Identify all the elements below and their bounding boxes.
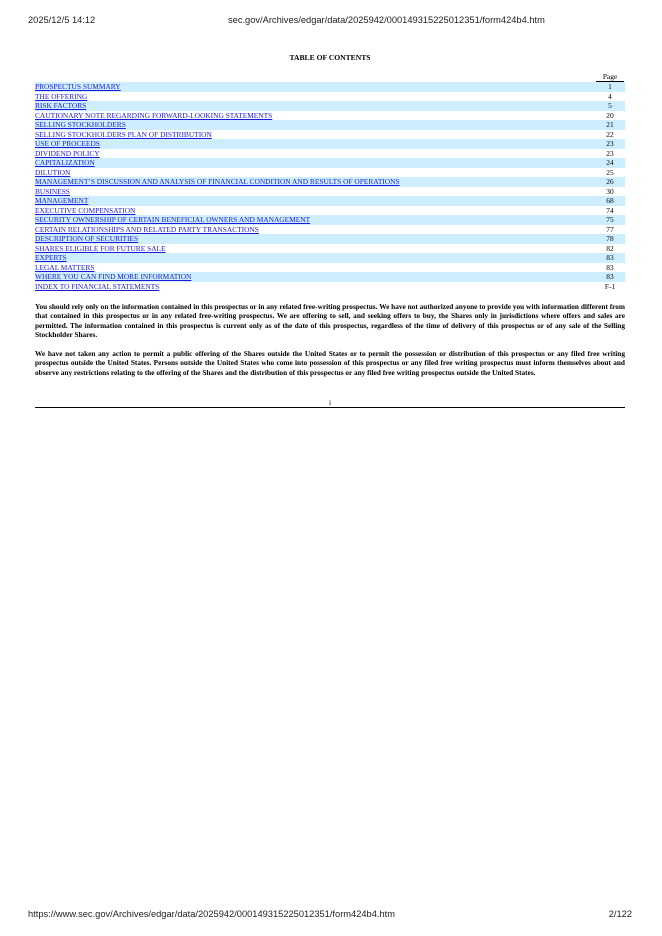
page-column-header: Page <box>596 72 624 82</box>
disclaimer-paragraph-reliance: You should rely only on the information contained in this prospectus or in any related free-writing prospectus. We have not authorized anyone to provide you with information different from that contained in this prospectus or in any related free-writing prospectus. We are offering to sell, and seeking offers to buy, the Shares only in jurisdictions where offers and sales are permitted. The information contained in this prospectus is current only as of the date of this prospectus, regardless of the time of delivery of this prospectus or of any sale of the Selling Stockholder Shares. <box>35 302 625 340</box>
toc-page: 82 <box>606 243 614 253</box>
toc-link-cautionary-note[interactable]: CAUTIONARY NOTE REGARDING FORWARD-LOOKING STATEMENTS <box>35 110 273 120</box>
toc-page: 26 <box>595 177 625 187</box>
toc-page: 75 <box>595 215 625 225</box>
toc-link-business[interactable]: BUSINESS <box>35 186 70 196</box>
toc-page: 20 <box>606 110 614 120</box>
toc-row <box>35 92 625 102</box>
toc-link-description-of-securities[interactable]: DESCRIPTION OF SECURITIES <box>35 234 139 243</box>
toc-page: 21 <box>595 120 625 130</box>
page-divider <box>35 407 625 408</box>
toc-page: 23 <box>595 139 625 149</box>
toc-link-experts[interactable]: EXPERTS <box>35 253 67 262</box>
toc-row <box>35 130 625 140</box>
toc-row <box>35 120 625 130</box>
page-number: i <box>328 398 332 407</box>
toc-row <box>35 196 625 206</box>
toc-link-financial-statements[interactable]: INDEX TO FINANCIAL STATEMENTS <box>35 281 160 291</box>
toc-title: TABLE OF CONTENTS <box>289 53 371 62</box>
toc-link-security-ownership[interactable]: SECURITY OWNERSHIP OF CERTAIN BENEFICIAL OWNERS AND MANAGEMENT <box>35 215 311 224</box>
toc-link-executive-compensation[interactable]: EXECUTIVE COMPENSATION <box>35 205 136 215</box>
print-header-datetime: 2025/12/5 14:12 <box>28 15 96 25</box>
toc-row <box>35 206 625 216</box>
toc-link-legal-matters[interactable]: LEGAL MATTERS <box>35 262 95 272</box>
toc-row <box>35 244 625 254</box>
toc-page: 83 <box>595 253 625 263</box>
print-footer-url: https://www.sec.gov/Archives/edgar/data/2025942/000149315225012351/form424b4.htm <box>28 909 395 919</box>
print-footer-page-count: 2/122 <box>608 909 632 919</box>
toc-link-use-of-proceeds[interactable]: USE OF PROCEEDS <box>35 139 100 148</box>
toc-page: F-1 <box>604 281 616 291</box>
toc-page: 23 <box>606 148 614 158</box>
print-header-title: sec.gov/Archives/edgar/data/2025942/000149315225012351/form424b4.htm <box>228 15 545 25</box>
toc-row <box>35 263 625 273</box>
toc-row <box>35 149 625 159</box>
toc-header-row <box>35 72 625 82</box>
disclaimer-paragraph-offering-restrictions: We have not taken any action to permit a public offering of the Shares outside the United States or to permit the possession or distribution of this prospectus or any filed free writing prospectus outside the United States. Persons outside the United States who come into possession of this prospectus or any filed free writing prospectus must inform themselves about and observe any restrictions relating to the offering of the Shares and the distribution of this prospectus or any filed free writing prospectus outside the United States. <box>35 349 625 377</box>
toc-link-shares-eligible[interactable]: SHARES ELIGIBLE FOR FUTURE SALE <box>35 243 166 253</box>
toc-page: 4 <box>608 91 612 101</box>
toc-row <box>35 234 625 244</box>
toc-link-risk-factors[interactable]: RISK FACTORS <box>35 101 87 110</box>
toc-row <box>35 168 625 178</box>
toc-row <box>35 177 625 187</box>
toc-row <box>35 253 625 263</box>
toc-row <box>35 101 625 111</box>
toc-link-plan-of-distribution[interactable]: SELLING STOCKHOLDERS PLAN OF DISTRIBUTION <box>35 129 212 139</box>
toc-page: 5 <box>595 101 625 111</box>
toc-row <box>35 272 625 282</box>
toc-page: 83 <box>595 272 625 282</box>
toc-row <box>35 158 625 168</box>
toc-page: 22 <box>606 129 614 139</box>
toc-link-selling-stockholders[interactable]: SELLING STOCKHOLDERS <box>35 120 126 129</box>
toc-page: 74 <box>606 205 614 215</box>
toc-page: 68 <box>595 196 625 206</box>
toc-page: 24 <box>595 158 625 168</box>
toc-page: 77 <box>606 224 614 234</box>
toc-link-capitalization[interactable]: CAPITALIZATION <box>35 158 95 167</box>
toc-row <box>35 225 625 235</box>
toc-page: 25 <box>606 167 614 177</box>
toc-page: 83 <box>606 262 614 272</box>
toc-row <box>35 139 625 149</box>
toc-row <box>35 82 625 92</box>
toc-page: 1 <box>595 82 625 92</box>
toc-link-mdna[interactable]: MANAGEMENT’S DISCUSSION AND ANALYSIS OF FINANCIAL CONDITION AND RESULTS OF OPERATIONS <box>35 177 400 186</box>
toc-link-management[interactable]: MANAGEMENT <box>35 196 89 205</box>
toc-link-prospectus-summary[interactable]: PROSPECTUS SUMMARY <box>35 82 121 91</box>
toc-link-more-information[interactable]: WHERE YOU CAN FIND MORE INFORMATION <box>35 272 192 281</box>
toc-row <box>35 111 625 121</box>
toc-row <box>35 215 625 225</box>
toc-row <box>35 282 625 292</box>
toc-link-the-offering[interactable]: THE OFFERING <box>35 91 88 101</box>
toc-page: 30 <box>606 186 614 196</box>
toc-link-related-party-transactions[interactable]: CERTAIN RELATIONSHIPS AND RELATED PARTY TRANSACTIONS <box>35 224 259 234</box>
toc-link-dilution[interactable]: DILUTION <box>35 167 71 177</box>
toc-row <box>35 187 625 197</box>
toc-page: 78 <box>595 234 625 244</box>
toc-table <box>35 72 625 291</box>
toc-link-dividend-policy[interactable]: DIVIDEND POLICY <box>35 148 100 158</box>
